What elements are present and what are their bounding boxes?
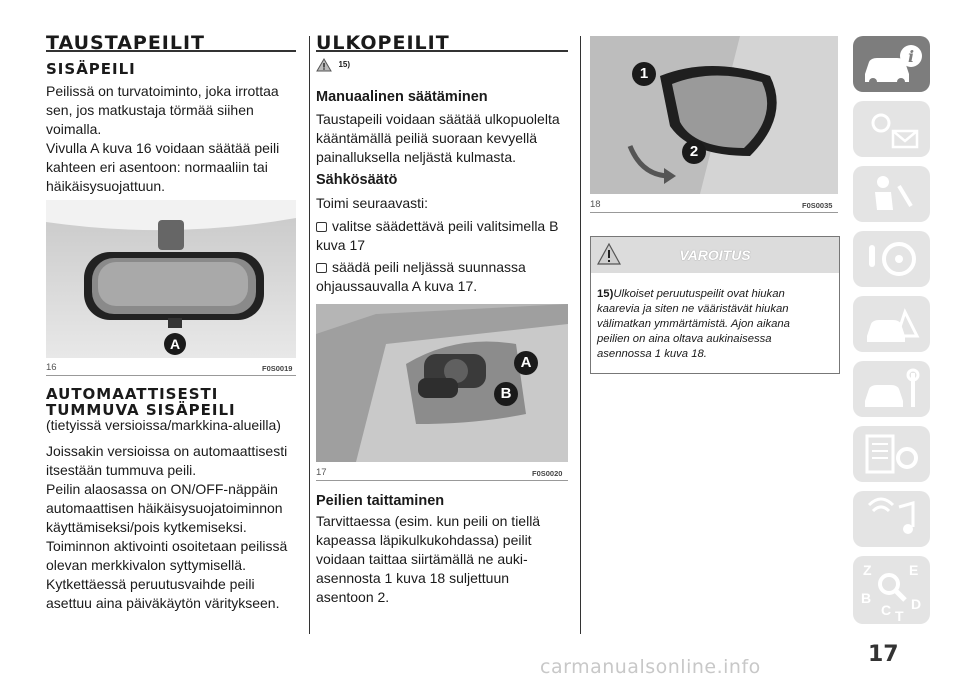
figure-number: 17	[316, 467, 327, 478]
figure-code: F0S0035	[802, 201, 833, 210]
figure-code: F0S0020	[532, 469, 563, 478]
text-line: ohjaussauvalla A kuva 17.	[316, 278, 478, 294]
sidebar-tab-car-info[interactable]	[853, 36, 930, 92]
text-line: asentoon 2.	[316, 589, 390, 605]
section-title-auto-dimming	[46, 386, 236, 418]
text-line: Joissakin versioissa on automaattisesti	[46, 443, 288, 459]
callout-1: 1	[632, 62, 656, 86]
text-line: automaattisen häikäisysuojatoiminnon	[46, 500, 283, 516]
magnifier-icon	[875, 570, 909, 604]
section-title-exterior-mirrors: ULKOPEILIT	[316, 32, 450, 54]
warning-lights-icon	[853, 101, 930, 157]
electric-intro: Toimi seuraavasti:	[316, 195, 429, 211]
subheading-manual: Manuaalinen säätäminen	[316, 89, 488, 105]
airbag-safety-icon	[853, 166, 930, 222]
bullet-item	[316, 217, 572, 255]
steering-wheel-icon	[853, 231, 930, 287]
figure-number: 18	[590, 199, 601, 210]
watermark: carmanualsonline.info	[540, 656, 761, 678]
text-line: Vivulla A kuva 16 voidaan säätää peili	[46, 140, 280, 156]
text-line: asennossa 1 kuva 18.	[597, 348, 707, 360]
interior-mirror-text	[46, 82, 298, 196]
accident-icon	[853, 296, 930, 352]
column-divider	[309, 36, 310, 634]
caption-rule	[316, 480, 568, 481]
callout-b: B	[494, 382, 518, 406]
media-icon	[853, 491, 930, 547]
sidebar-tab-service[interactable]	[853, 361, 930, 417]
callout-2: 2	[682, 140, 706, 164]
folding-text	[316, 512, 572, 607]
title-rule	[46, 50, 296, 52]
title-line: AUTOMAATTISESTI	[46, 385, 219, 403]
warning-ref-number: 15)	[597, 288, 614, 300]
caption-rule	[46, 375, 296, 376]
index-letter: D	[911, 596, 922, 612]
text-line: asettuu aina päiväkäytön väritykseen.	[46, 595, 280, 611]
text-line: käyttämiseksi/pois kytkemiseksi.	[46, 519, 247, 535]
warning-title: VAROITUS	[679, 247, 751, 263]
section-title-interior-mirror: SISÄPEILI	[46, 60, 136, 78]
text-line: Tarvittaessa (esim. kun peili on tiellä	[316, 513, 541, 529]
caption-rule	[590, 212, 838, 213]
callout-a: A	[164, 333, 186, 355]
text-line: Peilissä on turvatoiminto, joka irrottaa	[46, 83, 279, 99]
text-line: kääntämällä peiliä suoraan kevyellä	[316, 130, 538, 146]
text-line: säädä peili neljässä suunnassa	[332, 259, 526, 275]
sidebar-tab-specs[interactable]	[853, 426, 930, 482]
specs-icon	[853, 426, 930, 482]
figure-code: F0S0019	[262, 364, 293, 373]
bullet-box-icon	[316, 263, 327, 273]
sidebar-tab-safety[interactable]	[853, 166, 930, 222]
bullet-box-icon	[316, 222, 327, 232]
service-icon	[853, 361, 930, 417]
text-line: itsestään tummuva peili.	[46, 462, 197, 478]
callout-a: A	[514, 351, 538, 375]
sidebar-tab-emergency[interactable]	[853, 296, 930, 352]
column-divider	[580, 36, 581, 634]
index-letter: T	[895, 608, 904, 624]
text-line: sen, jos matkustaja törmää siihen	[46, 102, 254, 118]
text-line: olevan merkkivalon syttymisellä.	[46, 557, 246, 573]
text-line: Kytkettäessä peruutusvaihde peili	[46, 576, 255, 592]
text-line: kaarevia ja siten ne vääristävät hiukan	[597, 303, 789, 315]
sidebar-tab-starting[interactable]	[853, 231, 930, 287]
sidebar-tab-warning-lights[interactable]	[853, 101, 930, 157]
warning-box	[590, 236, 840, 374]
text-line: Toiminnon aktivointi osoitetaan peilissä	[46, 538, 288, 554]
text-line: voidaan taittaa siirtämällä ne auki-	[316, 551, 528, 567]
text-line: kahteen eri asentoon: normaaliin tai	[46, 159, 268, 175]
sidebar-tab-index[interactable]	[853, 556, 930, 624]
text-line: painalluksella neljästä kulmasta.	[316, 149, 516, 165]
warning-header	[591, 237, 839, 273]
car-info-icon	[853, 36, 930, 92]
auto-dimming-text	[46, 442, 302, 613]
title-rule	[316, 50, 568, 52]
subheading-folding: Peilien taittaminen	[316, 493, 445, 509]
text-line: kapeassa läpikulkukohdassa) peilit	[316, 532, 532, 548]
warning-triangle-icon	[316, 58, 332, 72]
index-letter: B	[861, 590, 872, 606]
page-number: 17	[868, 642, 899, 667]
text-line: peilien on aina oltava aukinaisessa	[597, 333, 772, 345]
title-line: TUMMUVA SISÄPEILI	[46, 401, 236, 419]
warning-ref-number: 15)	[338, 60, 351, 70]
exterior-mirror-illustration	[590, 36, 838, 194]
index-letter: E	[909, 562, 919, 578]
index-letter: C	[881, 602, 892, 618]
warning-reference	[316, 56, 350, 72]
manual-text	[316, 110, 572, 167]
section-subtitle: (tietyissä versioissa/markkina-alueilla)	[46, 417, 281, 433]
figure-17-mirror-controls	[316, 304, 568, 462]
subheading-electric: Sähkösäätö	[316, 172, 398, 188]
text-line: valitse säädettävä peili valitsimella B	[332, 218, 559, 234]
page-title: TAUSTAPEILIT	[46, 32, 206, 54]
warning-text	[597, 287, 835, 362]
index-letter: Z	[863, 562, 872, 578]
text-line: voimalla.	[46, 121, 102, 137]
figure-16-interior-mirror	[46, 200, 296, 358]
text-line: Ulkoiset peruutuspeilit ovat hiukan	[613, 288, 785, 300]
text-line: Peilin alaosassa on ON/OFF-näppäin	[46, 481, 278, 497]
text-line: välimatkan ymmärtämistä. Ajon aikana	[597, 318, 790, 330]
sidebar-tab-multimedia[interactable]	[853, 491, 930, 547]
figure-number: 16	[46, 362, 57, 373]
text-line: asennosta 1 kuva 18 suljettuun	[316, 570, 510, 586]
text-line: häikäisysuojattuun.	[46, 178, 166, 194]
bullet-item	[316, 258, 572, 296]
figure-18-folding-mirror	[590, 36, 838, 194]
text-line: Taustapeili voidaan säätää ulkopuolelta	[316, 111, 560, 127]
mirror-control-illustration	[316, 304, 568, 462]
index-icon	[853, 556, 930, 624]
svg-text:i: i	[907, 47, 915, 66]
text-line: kuva 17	[316, 237, 366, 253]
